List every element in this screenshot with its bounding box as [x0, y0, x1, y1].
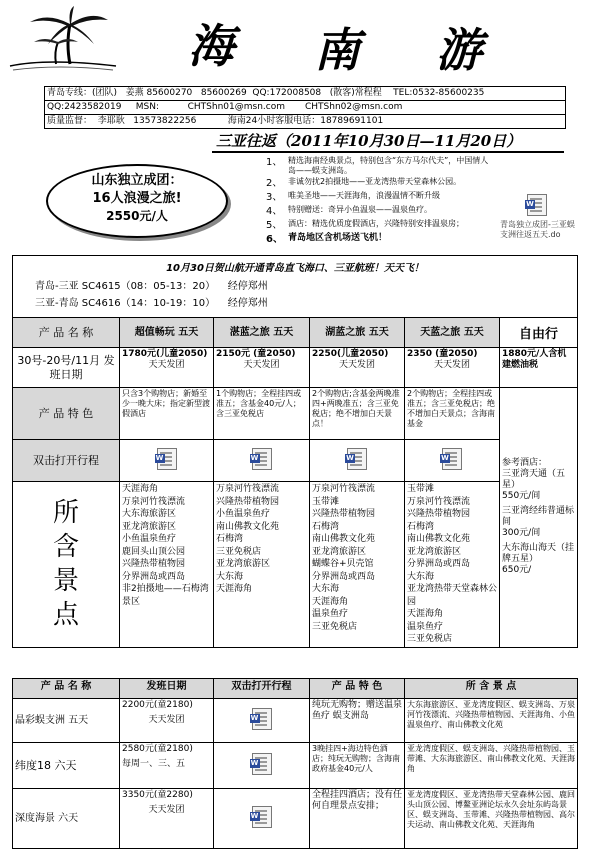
feature-list — [266, 156, 492, 246]
product-sights-4: 玉带滩 万泉河竹筏漂流 兴隆热带植物园 石梅湾 南山佛教文化苑 亚龙湾旅游区 分界洲岛或西岛 大东海 亚龙湾热带天堂森林公园 天涯海角 温泉鱼疗 三亚免税店 — [405, 482, 500, 648]
row-itinerary-link[interactable] — [214, 789, 310, 849]
row-product-name: 晶彩蜈支洲 五天 — [13, 699, 120, 743]
label-dates: 30号-20号/11月 发班日期 — [13, 348, 120, 388]
table-row — [13, 743, 578, 789]
hotel-price: 650元/ — [502, 565, 532, 576]
product-feature-2: 1个购物店；全程挂四或准五；含基金40元/人；含三亚免税店 — [214, 388, 310, 440]
palm-tree-logo — [8, 4, 118, 74]
product-schedule-4: 天天发团 — [433, 360, 470, 370]
product-feature-1: 只含3个购物店；新婚至少一晚大床；指定新型渡假酒店 — [120, 388, 214, 440]
product-sights-1: 天涯海角 万泉河竹筏漂流 大东海旅游区 亚龙湾旅游区 小鱼温泉鱼疗 鹿回头山顶公园 兴隆热带植物园 分界洲岛或西岛 非2拍摄地——石梅湾景区 — [120, 482, 214, 648]
row-price: 3350元(童2280) — [122, 790, 193, 800]
product-feature-4: 2个购物店；全程挂四或准五；含三亚免税店；绝不增加白天景点；含海南基金 — [405, 388, 500, 440]
word-doc-icon: W — [442, 448, 462, 470]
table2-header: 所 含 景 点 — [405, 679, 578, 699]
hotel-name: 三亚湾经纬普通标间 — [502, 506, 575, 528]
feature-item: 5、 酒店：精选优质度假酒店，兴隆特别安排温泉房； — [266, 219, 464, 231]
contact-block — [44, 86, 566, 129]
contact-line-2: QQ:2423582019 MSN: CHTShn01@msn.com CHTShn02@msn.com — [45, 101, 565, 115]
label-features: 产 品 特 色 — [13, 388, 120, 440]
word-doc-icon: W — [157, 448, 177, 470]
table2-header: 发班日期 — [120, 679, 214, 699]
itinerary-link-3[interactable] — [310, 440, 405, 482]
row-sights: 亚龙湾度假区、蜈支洲岛、兴隆热带植物园、玉带滩、大东海旅游区、南山佛教文化苑、天涯海角 — [405, 743, 578, 789]
hotel-name: 三亚湾天通（五星） — [502, 469, 566, 491]
product-schedule-1: 天天发团 — [148, 360, 185, 370]
palm-tree-icon — [8, 4, 118, 74]
table2-header: 产 品 特 色 — [310, 679, 405, 699]
word-doc-icon: W — [252, 806, 272, 828]
feature-item: 6、 青岛地区含机场送飞机！ — [266, 233, 388, 245]
contact-line-3: 质量监督： 李耶耿 13573822256 海南24小时客服电话：18789691101 — [47, 116, 384, 126]
promo-line-2: 16人浪漫之旅! — [92, 191, 182, 206]
hotel-name: 大东海山海天（挂牌五星） — [502, 543, 575, 565]
feature-item: 3、 唯美圣地——天涯海角，浪漫温情不断升级 — [266, 191, 440, 203]
product-sights-2: 万泉河竹筏漂流 兴隆热带植物园 小鱼温泉鱼疗 南山佛教文化苑 石梅湾 三亚免税店 亚龙湾旅游区 大东海 天涯海角 — [214, 482, 310, 648]
row-schedule: 天天发团 — [148, 805, 185, 815]
label-product-name: 产 品 名 称 — [13, 318, 120, 348]
product-table-main — [12, 317, 578, 648]
flight-headline: 10月30日贺山航开通青岛直飞海口、三亚航班！天天飞！ — [166, 263, 424, 274]
row-itinerary-link[interactable] — [214, 743, 310, 789]
word-doc-icon: W — [252, 753, 272, 775]
product-schedule-2: 天天发团 — [243, 360, 280, 370]
table-row — [13, 699, 578, 743]
product-table-secondary — [12, 678, 578, 849]
product-price-3: 2250(儿童2050) — [312, 349, 389, 359]
row-product-name: 深度海景 六天 — [13, 789, 120, 849]
product-schedule-3: 天天发团 — [338, 360, 375, 370]
word-doc-icon: W — [252, 708, 272, 730]
itinerary-link-2[interactable] — [214, 440, 310, 482]
row-product-name: 纬度18 六天 — [13, 743, 120, 789]
free-travel-hotels — [500, 388, 578, 648]
row-sights: 大东海旅游区、亚龙湾度假区、蜈支洲岛、万泉河竹筏漂流、兴隆热带植物园、天涯海角、小鱼温泉鱼疗、南山佛教文化苑 — [405, 699, 578, 743]
route-title-rule — [212, 151, 564, 153]
table2-header: 双击打开行程 — [214, 679, 310, 699]
row-feature: 纯玩无购物；赠送温泉鱼疗 蜈支洲岛 — [310, 699, 405, 743]
free-travel-name: 自由行 — [500, 318, 578, 348]
product-name-3: 湖蓝之旅 五天 — [310, 318, 405, 348]
product-name-2: 湛蓝之旅 五天 — [214, 318, 310, 348]
row-itinerary-link[interactable] — [214, 699, 310, 743]
title-char-3: 游 — [436, 23, 484, 77]
row-feature: 3晚挂四+海边特色酒店；纯玩无购物；含海南政府基金40元/人 — [310, 743, 405, 789]
itinerary-doc-caption[interactable]: 青岛独立成团-三亚蜈支洲往返五天.do — [500, 220, 575, 239]
table2-header: 产 品 名 称 — [13, 679, 120, 699]
label-itinerary: 双击打开行程 — [13, 440, 120, 482]
flight-line-2: 三亚-青岛 SC4616（14：10-19：10） 经停郑州 — [35, 298, 268, 309]
row-feature: 全程挂四酒店；没有任何自理景点安排； — [310, 789, 405, 849]
route-title: 三亚往返（2011年10月30日—11月20日） — [216, 132, 522, 150]
table-row — [13, 789, 578, 849]
flight-line-1: 青岛-三亚 SC4615（08：05-13：20） 经停郑州 — [35, 281, 268, 292]
promo-oval — [46, 164, 228, 238]
feature-item: 2、 非诚勿扰2拍摄地——亚龙湾热带天堂森林公园。 — [266, 177, 462, 189]
row-sights: 亚龙湾度假区、亚龙湾热带天堂森林公园、鹿回头山顶公园、博鳌亚洲论坛永久会址东屿岛景区、蜈支洲岛、玉带滩、兴隆热带植物园、高尔夫运动、南山佛教文化苑、天涯海角 — [405, 789, 578, 849]
itinerary-link-1[interactable] — [120, 440, 214, 482]
title-char-2: 南 — [314, 23, 362, 77]
label-sights: 所 含 景 点 — [13, 482, 120, 648]
row-price: 2200元(童2180) — [122, 700, 193, 710]
promo-price: 2550元/人 — [106, 209, 168, 223]
flight-notice — [12, 255, 578, 318]
row-schedule: 天天发团 — [148, 715, 185, 725]
row-schedule: 每周一、三、五 — [122, 759, 186, 769]
promo-line-1: 山东独立成团： — [91, 173, 183, 188]
row-price: 2580元(童2180) — [122, 744, 193, 754]
title-char-1: 海 — [188, 19, 236, 73]
contact-line-1: 青岛专线：(团队) 姜燕 85600270 85600269 QQ:172008508 (散客)常程程 TEL:0532-85600235 — [45, 87, 565, 101]
product-feature-3: 2个购物店;含基金两晚准四+两晚准五；含三亚免税店；绝不增加白天景点！ — [310, 388, 405, 440]
word-doc-icon: W — [347, 448, 367, 470]
itinerary-link-4[interactable] — [405, 440, 500, 482]
product-sights-3: 万泉河竹筏漂流 玉带滩 兴隆热带植物园 石梅湾 南山佛教文化苑 亚龙湾旅游区 蝴蝶谷+贝壳馆 分界洲岛或西岛 大东海 天涯海角 温泉鱼疗 三亚免税店 — [310, 482, 405, 648]
itinerary-doc-link[interactable] — [527, 194, 549, 216]
product-price-4: 2350 (童2050) — [407, 349, 478, 359]
feature-item: 4、 特别赠送：奇异小鱼温泉——温泉鱼疗。 — [266, 205, 432, 217]
product-price-2: 2150元 (童2050) — [216, 349, 296, 359]
product-name-1: 超值畅玩 五天 — [120, 318, 214, 348]
hotel-label: 参考酒店： — [502, 458, 548, 469]
hotel-price: 300元/间 — [502, 528, 541, 539]
word-doc-icon: W — [527, 194, 547, 216]
feature-item: 1、 精选海南经典景点，特别包含“东方马尔代夫”，中国情人岛——蜈支洲岛。 — [266, 156, 489, 175]
free-travel-price: 1880元/人含机建燃油税 — [500, 348, 578, 388]
word-doc-icon: W — [252, 448, 272, 470]
product-price-1: 1780元(儿童2050) — [122, 349, 208, 359]
hotel-price: 550元/间 — [502, 491, 541, 502]
product-name-4: 天蓝之旅 五天 — [405, 318, 500, 348]
